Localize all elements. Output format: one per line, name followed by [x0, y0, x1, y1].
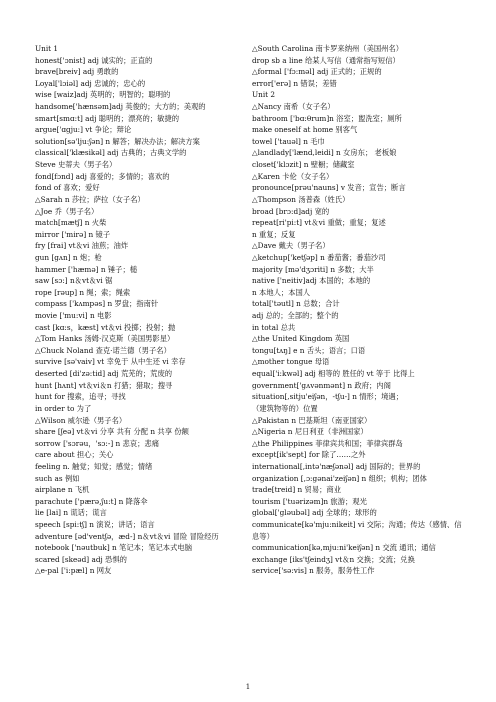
vocab-line: majority [mə'dʒɔriti] n 多数；大半 [252, 264, 374, 274]
vocab-line: deserted [di'zə:tid] adj 荒芜的；荒废的 [35, 369, 173, 379]
vocab-line: parachute ['pærə,ʃu:t] n 降落伞 [35, 496, 148, 506]
vocab-line: 息等） [252, 531, 274, 541]
vocab-line: △formal ['fɔ:məl] adj 正式的；正规的 [252, 67, 382, 77]
vocab-line: care about 担心；关心 [35, 450, 114, 460]
vocab-line: closet['klɔzit] n 壁橱；储藏室 [252, 160, 355, 170]
vocab-line: pronounce[prəu'nauns] v 发音；宣告；断言 [252, 183, 406, 193]
vocab-line: in total 总共 [252, 322, 296, 332]
vocab-line: hammer ['hæmə] n 锤子；槌 [35, 264, 138, 274]
left-column [35, 43, 247, 577]
vocab-line: cast [kɑ:s，kæst] vt＆vi 投掷；投射；抛 [35, 322, 176, 332]
vocab-line: notebook ['nəutbuk] n 笔记本；笔记本式电脑 [35, 543, 192, 553]
vocab-line: feeling n. 触觉；知觉；感觉；情绪 [35, 461, 153, 471]
vocab-line: △Thompson 汤普森（姓氏） [252, 194, 350, 204]
vocab-line: △Pakistan n 巴基斯坦（南亚国家） [252, 415, 372, 425]
vocab-line: smart[smɑ:t] adj 聪明的；漂亮的；敏捷的 [35, 113, 180, 123]
vocab-line: n 本地人；本国人 [252, 287, 311, 297]
vocab-line: adj 总的；全部的；整个的 [252, 311, 339, 321]
vocab-line: Steve 史蒂夫（男子名） [35, 160, 117, 170]
vocab-line: △Chuck Noland 查克·诺兰德（男子名） [35, 345, 171, 355]
vocab-line: situation[,sitju'eiʃən，-tʃu-] n 情形；境遇； [252, 392, 404, 402]
page-number: 1 [245, 683, 251, 691]
vocab-line: n 重复；反复 [252, 229, 296, 239]
vocab-line: scared [skeəd] adj 恐惧的 [35, 554, 127, 564]
vocab-line: rope [rəup] n 绳；索；绳索 [35, 287, 131, 297]
vocab-line: gun [gʌn] n 炮；枪 [35, 252, 102, 262]
vocab-line: equal['i:kwəl] adj 相等的 胜任的 vt 等于 比得上 [252, 369, 415, 379]
vocab-line: △South Carolina 南卡罗来纳州（美国州名） [252, 44, 404, 53]
vocab-line: Unit 2 [252, 90, 276, 100]
vocab-line: △Joe 乔（男子名） [35, 206, 99, 216]
vocab-line: △Sarah n 莎拉；萨拉（女子名） [35, 194, 145, 204]
vocab-line: bathroom ['bɑ:θrum]n 浴室；盥洗室；厕所 [252, 113, 402, 123]
vocab-line: government['gʌvənmənt] n 政府；内阁 [252, 380, 391, 390]
vocab-line: △mother tongue 母语 [252, 357, 330, 367]
vocab-line: tourism ['tuərizəm]n 旅游；观光 [252, 496, 367, 506]
vocab-line: hunt for 搜索，追寻；寻找 [35, 392, 126, 402]
vocab-line: classical['klæsikəl] adj 古典的；古典文学的 [35, 148, 187, 158]
vocab-line: △Tom Hanks 汤姆·汉克斯（美国男影星） [35, 334, 175, 344]
vocab-line: solution[sə'lju:ʃən] n 解答；解决办法；解决方案 [35, 136, 200, 146]
vocab-line: mirror ['mirə] n 镜子 [35, 229, 111, 239]
vocab-line: △Nigeria n 尼日利亚（非洲国家） [252, 427, 368, 437]
vocab-line: △Dave 戴夫（男子名） [252, 241, 330, 251]
vocab-line: error['erə] n 错误；差错 [252, 78, 337, 88]
vocab-line: such as 例如 [35, 473, 80, 483]
vocab-line: towel ['tauəl] n 毛巾 [252, 136, 325, 146]
vocab-line: match[mætʃ] n 火柴 [35, 218, 107, 228]
vocab-line: fry [frai] vt＆vi 油煎；油炸 [35, 241, 129, 251]
vocab-line: airplane n 飞机 [35, 485, 90, 495]
vocab-line: international[,intə'næʃənəl] adj 国际的；世界的 [252, 461, 421, 471]
vocab-line: △ketchup['ketʃəp] n 番茄酱；番茄沙司 [252, 252, 386, 262]
vocab-line: repeat[ri'pi:t] vt＆vi 重做；重复；复述 [252, 218, 386, 228]
vocab-line: make oneself at home 别客气 [252, 125, 358, 135]
vocab-line: wise [waiz]adj 英明的；明智的；聪明的 [35, 90, 171, 100]
vocab-line: exchange [iks'tʃeindʒ] vt＆n 交换；交流；兑换 [252, 554, 415, 564]
vocab-line: trade[treid] n 贸易；商业 [252, 485, 342, 495]
vocab-line: adventure [əd'ventʃə，æd-] n＆vt＆vi 冒险 冒险经历 [35, 531, 219, 541]
vocab-line: service['sə:vis] n 服务，服务性工作 [252, 566, 375, 576]
vocab-line: honest['ɔnist] adj 诚实的；正直的 [35, 55, 153, 65]
vocab-line: organization [,ɔ:gənai'zeiʃən] n 组织；机构；团体 [252, 473, 427, 483]
vocab-line: Unit 1 [35, 44, 59, 53]
vocab-line: fond of 喜欢；爱好 [35, 183, 100, 193]
vocab-line: global['gləubəl] adj 全球的；球形的 [252, 508, 377, 518]
vocab-line: △the United Kingdom 英国 [252, 334, 350, 344]
vocab-line: handsome['hænsəm]adj 英俊的；大方的；美观的 [35, 102, 206, 112]
vocab-line: communication[kə,mju:ni'keiʃən] n 交流 通讯；通信 [252, 543, 436, 553]
vocab-line: tongu[tʌŋ] e n 舌头；语言；口语 [252, 345, 366, 355]
vocab-line: communicate[kə'mju:nikeit] vi 交际；沟通；传达（感情、信 [252, 519, 462, 529]
right-column [252, 43, 480, 577]
vocab-line: survive [sə'vaiv] vt 幸免于 从中生还 vi 幸存 [35, 357, 186, 367]
vocab-line: △e-pal ['i:pæl] n 网友 [35, 566, 112, 576]
vocab-line: saw [sɔ:] n＆vt＆vi 锯 [35, 276, 113, 286]
vocab-line: △Karen 卡伦（女子名） [252, 171, 334, 181]
vocab-line: compass ['kʌmpəs] n 罗盘；指南针 [35, 299, 159, 309]
vocab-line: argue['ɑgju:] vt 争论；辩论 [35, 125, 132, 135]
vocab-line: △landlady['lænd,leidi] n 女房东； 老板娘 [252, 148, 397, 158]
vocab-line: hunt [hʌnt] vt＆vi＆n 打猎；猎取；搜寻 [35, 380, 173, 390]
vocab-line: in order to 为了 [35, 403, 92, 413]
vocab-line: lie [lai] n 谎话；谎言 [35, 508, 107, 518]
vocab-line: except[ik'sept] for 除了……之外 [252, 450, 366, 460]
vocab-line: share [ʃeə] vt＆vi 分享 共有 分配 n 共享 份额 [35, 427, 189, 437]
vocab-line: Loyal['lɔiəl] adj 忠诚的；忠心的 [35, 78, 146, 88]
vocab-line: fond[fɔnd] adj 喜爱的；多情的；喜欢的 [35, 171, 170, 181]
vocab-line: △Wilson 威尔逊（男子名） [35, 415, 127, 425]
vocab-line: sorrow ['sɔrəu，'sɔ:-] n 悲哀；悲痛 [35, 438, 159, 448]
vocab-line: broad [brɔ:d]adj 宽的 [252, 206, 330, 216]
vocab-line: native ['neitiv]adj 本国的；本地的 [252, 276, 371, 286]
vocab-line: speech [spi:tʃ] n 演说；讲话；语言 [35, 519, 155, 529]
vocab-line: △the Philippines 菲律宾共和国；菲律宾群岛 [252, 438, 403, 448]
vocab-line: brave[breiv] adj 勇敢的 [35, 67, 119, 77]
vocab-line: △Nancy 南希（女子名） [252, 102, 335, 112]
vocab-line: （建筑物等的）位置 [252, 403, 318, 413]
vocab-line: drop sb a line 给某人写信（通常指写短信） [252, 55, 400, 65]
vocab-line: total['təutl] n 总数；合计 [252, 299, 340, 309]
vocab-line: movie ['mu:vi] n 电影 [35, 311, 112, 321]
